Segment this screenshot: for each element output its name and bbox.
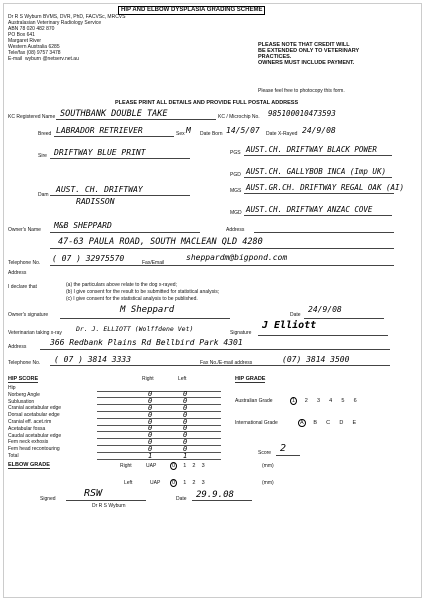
hip-score-row-label: Cranial acetabular edge <box>8 405 62 412</box>
intl-grade-option[interactable]: C <box>326 420 331 426</box>
hip-score-row-line <box>97 418 221 419</box>
vet-address-field[interactable]: 366 Redbank Plains Rd Bellbird Park 4301 <box>50 338 243 347</box>
owner-email-field[interactable]: sheppardm@bigpond.com <box>186 253 288 262</box>
hip-score-right-value[interactable]: 0 <box>148 437 153 446</box>
credit-notice <box>258 42 359 66</box>
aus-grade-option[interactable]: 6 <box>353 398 357 404</box>
hip-score-row-label: Total <box>8 453 19 459</box>
hip-score-row-line <box>97 438 221 439</box>
hip-score-left-value[interactable]: 0 <box>183 397 188 406</box>
elbow-right-label: Right <box>120 463 132 469</box>
hip-score-row-label: Caudal acetabular edge <box>8 432 62 439</box>
hip-score-right-value[interactable]: 0 <box>148 431 153 440</box>
notice-line: BE EXTENDED ONLY TO VETERINARY <box>258 48 360 54</box>
elbow-left-option[interactable]: 2 <box>192 480 196 486</box>
elbow-right-uap-label: UAP <box>146 463 157 469</box>
hip-grade-heading: HIP GRADE <box>235 376 266 382</box>
intl-grade-option[interactable]: E <box>352 420 357 426</box>
hip-score-row-line <box>97 459 221 460</box>
vet-signature-underline <box>258 335 388 336</box>
signed-date-label: Date <box>176 496 187 502</box>
dob-field[interactable]: 14/5/07 <box>226 126 260 135</box>
mgs-field[interactable]: AUST.GR.CH. DRIFTWAY REGAL OAK (AI) <box>246 183 405 192</box>
dam-field-line2[interactable]: RADISSON <box>76 197 115 206</box>
owner-fax-label: Fax/Email <box>142 260 165 266</box>
elbow-grade-heading: ELBOW GRADE <box>8 462 50 468</box>
kc-name-label: KC Registered Name <box>8 114 56 120</box>
hip-score-right-value[interactable]: 1 <box>148 451 153 460</box>
vet-header-line: ABN 78 020 482 870 <box>8 26 55 32</box>
hip-score-heading: HIP SCORE <box>8 376 39 382</box>
hip-score-row-line <box>97 452 221 453</box>
instruction: PLEASE PRINT ALL DETAILS AND PROVIDE FULL POSTAL ADDRESS <box>115 100 299 106</box>
hip-score-left-value[interactable]: 0 <box>183 410 188 419</box>
sire-label: Sire <box>38 153 47 159</box>
photocopy-note: Please feel free to photocopy this form. <box>258 88 345 94</box>
declaration-date-field[interactable]: 24/9/08 <box>308 305 342 314</box>
vet-phone-underline <box>50 365 390 366</box>
owner-address-underline-1 <box>254 232 394 233</box>
owner-name-label: Owner's Name <box>8 227 41 233</box>
vet-signature[interactable]: J Elliott <box>262 320 317 331</box>
owner-address-field[interactable]: 47-63 PAULA ROAD, SOUTH MACLEAN QLD 4280 <box>58 237 263 247</box>
owner-signature[interactable]: M Sheppard <box>120 305 175 315</box>
hip-score-row-line <box>97 411 221 412</box>
email-value: wyburn @netserv.net.au <box>24 56 79 62</box>
sire-field[interactable]: DRIFTWAY BLUE PRINT <box>54 148 146 157</box>
hip-score-row-line <box>97 397 221 398</box>
hip-score-row-label: Fem head recontouring <box>8 446 60 453</box>
elbow-right-option[interactable]: 0 <box>172 463 176 469</box>
elbow-right-option[interactable]: 3 <box>201 463 205 469</box>
hip-score-row-label: Subluxation <box>8 398 35 405</box>
aus-grade-option[interactable]: 4 <box>329 398 333 404</box>
hip-score-right-value[interactable]: 0 <box>148 410 153 419</box>
hip-score-row-line <box>97 445 221 446</box>
mgd-field[interactable]: AUST.CH. DRIFTWAY ANZAC COVE <box>246 205 373 214</box>
owner-address-label: Address <box>226 227 245 233</box>
kc-name-field[interactable]: SOUTHBANK DOUBLE TAKE <box>60 109 168 119</box>
mgs-label: MGS <box>230 188 242 194</box>
declaration-intro: I declare that <box>8 284 37 290</box>
hip-left-label: Left <box>178 376 187 382</box>
dob-label: Date Born <box>200 131 223 137</box>
declaration-b: (b) I give consent for the result to be submitted for statistical analysis; <box>66 289 220 295</box>
breed-field[interactable]: LABRADOR RETRIEVER <box>56 126 143 135</box>
international-grade-options <box>298 419 356 427</box>
hip-score-right-value[interactable]: 0 <box>148 444 153 453</box>
notice-line: PLEASE NOTE THAT CREDIT WILL <box>258 42 350 48</box>
declaration-date-label: Date <box>290 312 301 318</box>
grader-name: Dr R S Wyburn <box>92 503 126 509</box>
notice-line: PRACTICES. <box>258 54 292 60</box>
hip-score-row-label: Dorsal acetabular edge <box>8 412 60 419</box>
xray-date-label: Date X-Rayed <box>266 131 298 137</box>
hip-score-left-value[interactable]: 0 <box>183 417 188 426</box>
declaration-date-underline <box>304 318 384 319</box>
pgd-label: PGD <box>230 172 241 178</box>
hip-score-right-value[interactable]: 0 <box>148 424 153 433</box>
score-label: Score <box>258 450 272 456</box>
score-field[interactable]: 2 <box>280 443 287 454</box>
hip-score-right-value[interactable]: 0 <box>148 390 153 399</box>
mgd-label: MGD <box>230 210 242 216</box>
vet-header <box>8 14 125 62</box>
signed-underline <box>66 500 146 501</box>
pgs-label: PGS <box>230 150 241 156</box>
declaration-a: (a) the particulars above relate to the dog x-rayed; <box>66 282 177 288</box>
form-title: HIP AND ELBOW DYSPLASIA GRADING SCHEME <box>118 6 265 15</box>
sire-underline <box>50 158 190 159</box>
vet-name-field[interactable]: Dr. J. ELLIOTT (Wolffdene Vet) <box>76 325 194 333</box>
owner-name-underline <box>50 232 200 233</box>
owner-signature-underline <box>60 318 230 319</box>
elbow-left-option[interactable]: 1 <box>183 480 187 486</box>
sex-label: Sex <box>176 131 185 137</box>
owner-phone-underline <box>50 265 394 266</box>
elbow-left-option[interactable]: 3 <box>201 480 205 486</box>
vet-header-line: Australasian Veterinary Radiology Service <box>8 20 102 26</box>
australian-grade-options <box>290 397 357 405</box>
signed-label: Signed <box>40 496 56 502</box>
owner-phone-field[interactable]: ( 07 ) 32975570 <box>52 254 125 263</box>
vet-fax-field[interactable]: (07) 3814 3500 <box>282 355 350 364</box>
declaration-c: (c) I give consent for the statistical analysis to be published. <box>66 296 198 302</box>
hip-score-left-value[interactable]: 0 <box>183 403 188 412</box>
hip-score-right-value[interactable]: 0 <box>148 397 153 406</box>
elbow-right-option[interactable]: 1 <box>183 463 187 469</box>
owner-signature-label: Owner's signature <box>8 312 49 318</box>
vet-label: Veterinarian taking x-ray <box>8 330 62 336</box>
aus-grade-option[interactable]: 5 <box>341 398 345 404</box>
notice-line: OWNERS MUST INCLUDE PAYMENT. <box>258 60 355 66</box>
vet-header-line: Margaret River <box>8 38 42 44</box>
vet-header-line: Dr R S Wyburn BVMS, DVR, PhD, FACVSc, MRCVS <box>8 14 126 20</box>
owner-name-field[interactable]: M&B SHEPPARD <box>54 221 112 230</box>
hip-score-row-line <box>97 391 221 392</box>
elbow-left-mm-label: (mm) <box>262 480 274 486</box>
elbow-right-option[interactable]: 2 <box>192 463 196 469</box>
vet-header-line: Western Australia 6285 <box>8 44 60 50</box>
hip-score-left-value[interactable]: 0 <box>183 437 188 446</box>
vet-phone-label: Telephone No. <box>8 360 41 366</box>
elbow-left-uap-label: UAP <box>150 480 161 486</box>
intl-grade-option[interactable]: D <box>339 420 344 426</box>
dam-field-line1[interactable]: AUST. CH. DRIFTWAY <box>56 185 143 194</box>
hip-score-row-line <box>97 431 221 432</box>
owner-address2-label: Address <box>8 270 27 276</box>
vet-header-line: PO Box 641 <box>8 32 35 38</box>
mgs-underline <box>244 193 394 194</box>
hip-score-row-label: Hip <box>8 385 16 391</box>
hip-score-left-value[interactable]: 0 <box>183 424 188 433</box>
pgs-underline <box>244 155 392 156</box>
pgd-underline <box>244 177 392 178</box>
vet-header-line: Tele/fax (08) 9757 3478 <box>8 50 61 56</box>
intl-grade-option[interactable]: A <box>300 420 304 426</box>
hip-score-left-value[interactable]: 1 <box>183 451 188 460</box>
elbow-left-option[interactable]: 0 <box>172 480 176 486</box>
international-grade-label: International Grade <box>235 420 278 426</box>
hip-score-right-value[interactable]: 0 <box>148 417 153 426</box>
elbow-right-mm-label: (mm) <box>262 463 274 469</box>
hip-score-left-value[interactable]: 0 <box>183 431 188 440</box>
hip-score-row-label: Cranial eff. acet.rim <box>8 419 52 425</box>
microchip-label: KC / Microchip No. <box>218 114 260 120</box>
vet-address-label: Address <box>8 344 27 350</box>
email-label: E-mail <box>8 56 23 62</box>
vet-fax-label: Fax No./E-mail address <box>200 360 253 366</box>
aus-grade-option[interactable]: 2 <box>304 398 308 404</box>
hip-score-left-value[interactable]: 0 <box>183 390 188 399</box>
kc-name-underline <box>56 119 216 120</box>
hip-score-right-value[interactable]: 0 <box>148 403 153 412</box>
hip-score-row-label: Acetabular fossa <box>8 425 46 432</box>
microchip-field[interactable]: 985100010473593 <box>268 109 336 118</box>
vet-signature-label: Signature <box>230 330 252 336</box>
vet-address-underline <box>40 349 390 350</box>
dam-underline <box>50 195 190 196</box>
breed-underline <box>54 136 174 137</box>
hip-score-row-line <box>97 425 221 426</box>
owner-address-underline-2 <box>50 248 394 249</box>
hip-score-row-label: Norberg Angle <box>8 391 40 398</box>
breed-label: Breed <box>38 131 52 137</box>
aus-grade-option[interactable]: 1 <box>292 398 296 404</box>
australian-grade-label: Australian Grade <box>235 398 273 404</box>
score-underline <box>276 455 300 456</box>
owner-phone-label: Telephone No. <box>8 260 41 266</box>
hip-score-left-value[interactable]: 0 <box>183 444 188 453</box>
hip-score-row-label: Fem neck exhosis <box>8 439 49 446</box>
grader-signature[interactable]: RSW <box>84 488 103 499</box>
sex-field[interactable]: M <box>186 126 191 135</box>
dam-label: Dam <box>38 192 49 198</box>
signed-date-underline <box>192 500 252 501</box>
vet-phone-field[interactable]: ( 07 ) 3814 3333 <box>54 355 132 364</box>
elbow-right-options <box>170 462 205 470</box>
pgd-field[interactable]: AUST.CH. GALLYBOB INCA (Imp UK) <box>246 167 386 176</box>
pgs-field[interactable]: AUST.CH. DRIFTWAY BLACK POWER <box>246 145 377 154</box>
intl-grade-option[interactable]: B <box>313 420 317 426</box>
elbow-left-options <box>170 479 205 487</box>
mgd-underline <box>244 215 392 216</box>
elbow-left-label: Left <box>124 480 133 486</box>
aus-grade-option[interactable]: 3 <box>316 398 320 404</box>
hip-right-label: Right <box>142 376 154 382</box>
signed-date-field[interactable]: 29.9.08 <box>196 490 234 500</box>
xray-date-field[interactable]: 24/9/08 <box>302 126 336 135</box>
hip-score-row-line <box>97 404 221 405</box>
